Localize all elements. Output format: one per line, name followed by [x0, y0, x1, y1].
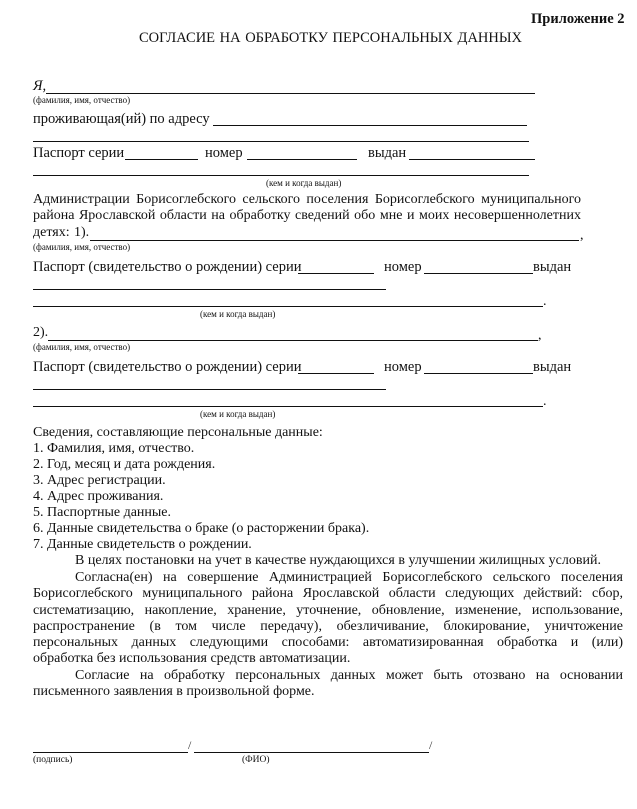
child-2-issued-field-1[interactable]	[33, 389, 386, 390]
child-2-issued-caption: (кем и когда выдан)	[200, 409, 276, 419]
child-1-series-field[interactable]	[298, 273, 374, 274]
personal-data-heading: Сведения, составляющие персональные данные:	[33, 425, 323, 440]
child-1-number: 1).	[74, 225, 90, 240]
signature-field[interactable]	[33, 752, 188, 753]
passport-number-label: номер	[205, 145, 243, 161]
child-1-issued-field-1[interactable]	[33, 289, 386, 290]
purpose-text: В целях постановки на учет в качестве нуждающихся в улучшении жилищных условий.	[75, 553, 601, 568]
address-field-2[interactable]	[33, 141, 529, 142]
consent-line: распространение (в том числе передачу), обезличивание, блокирование, уничтожение	[33, 618, 623, 634]
passport-issued-by-field[interactable]	[33, 175, 529, 176]
fio-separator: /	[429, 738, 433, 752]
consent-line: обработка без использования средств автоматизации.	[33, 651, 351, 667]
child-2-number-label: номер	[384, 359, 422, 375]
revocation-line: Согласие на обработку персональных данных может быть отозвано на основании	[75, 668, 623, 683]
child-2-fio-field[interactable]	[48, 340, 538, 341]
appendix-label: Приложение 2	[531, 11, 625, 27]
intro-line: Администрации Борисоглебского сельского поселения Борисоглебского муниципального	[33, 192, 581, 207]
child-1-comma: ,	[580, 228, 584, 243]
child-2-period: .	[543, 394, 547, 409]
intro-paragraph	[33, 192, 581, 225]
i-label: Я,	[33, 78, 47, 94]
child-1-period: .	[543, 294, 547, 309]
child-1-number-label: номер	[384, 259, 422, 275]
passport-series-field[interactable]	[125, 159, 198, 160]
document-title: СОГЛАСИЕ НА ОБРАБОТКУ ПЕРСОНАЛЬНЫХ ДАННЫХ	[139, 30, 522, 46]
child-1-issued-label: выдан	[533, 259, 572, 275]
passport-series-label: Паспорт серии	[33, 145, 125, 161]
consent-line: систематизацию, накопление, хранение, уточнение, обновление, изменение, использование,	[33, 602, 623, 618]
passport-issued-label: выдан	[368, 145, 407, 161]
child-1-issued-field-2[interactable]	[33, 306, 543, 307]
personal-data-item: 5. Паспортные данные.	[33, 505, 172, 520]
child-2-number-field[interactable]	[424, 373, 533, 374]
child-2-number: 2).	[33, 325, 49, 340]
revocation-paragraph	[33, 668, 623, 701]
consent-line: Согласна(ен) на совершение Администрацией Борисоглебского сельского поселения	[75, 570, 623, 585]
child-2-comma: ,	[538, 328, 542, 343]
revocation-line: письменного заявления в произвольной форме.	[33, 684, 315, 700]
fio-signature-field[interactable]	[194, 752, 429, 753]
child-2-fio-caption: (фамилия, имя, отчество)	[33, 342, 131, 352]
fio-caption-signature: (ФИО)	[242, 755, 270, 765]
child-1-number-field[interactable]	[424, 273, 533, 274]
personal-data-item: 4. Адрес проживания.	[33, 489, 164, 504]
intro-line: района Ярославской области на обработку сведений обо мне и моих несовершеннолетних	[33, 208, 581, 224]
child-2-issued-label: выдан	[533, 359, 572, 375]
applicant-fio-field[interactable]	[46, 93, 535, 94]
child-1-issued-caption: (кем и когда выдан)	[200, 309, 276, 319]
consent-line: Борисоглебского муниципального района Ярославской области следующих действий: сбор,	[33, 586, 623, 602]
personal-data-item: 3. Адрес регистрации.	[33, 473, 166, 488]
personal-data-item: 1. Фамилия, имя, отчество.	[33, 441, 195, 456]
passport-issued-field[interactable]	[409, 159, 535, 160]
address-field-1[interactable]	[213, 125, 527, 126]
personal-data-item: 2. Год, месяц и дата рождения.	[33, 457, 216, 472]
personal-data-item: 7. Данные свидетельств о рождении.	[33, 537, 252, 552]
child-2-series-field[interactable]	[298, 373, 374, 374]
fio-caption: (фамилия, имя, отчество)	[33, 95, 131, 105]
children-label: детях:	[33, 225, 70, 240]
child-2-issued-field-2[interactable]	[33, 406, 543, 407]
issued-caption: (кем и когда выдан)	[266, 178, 342, 188]
consent-paragraph	[33, 570, 623, 668]
child-1-doc-label: Паспорт (свидетельство о рождении) серии	[33, 259, 302, 275]
consent-line: персональных данных следующими способами: автоматизированная обработка и (или)	[33, 635, 623, 651]
personal-data-item: 6. Данные свидетельства о браке (о расторжении брака).	[33, 521, 370, 536]
child-1-fio-caption: (фамилия, имя, отчество)	[33, 242, 131, 252]
signature-caption: (подпись)	[33, 755, 73, 765]
signature-separator: /	[188, 738, 192, 752]
address-label: проживающая(ий) по адресу	[33, 111, 210, 127]
passport-number-field[interactable]	[247, 159, 357, 160]
child-1-fio-field[interactable]	[90, 240, 579, 241]
child-2-doc-label: Паспорт (свидетельство о рождении) серии	[33, 359, 302, 375]
